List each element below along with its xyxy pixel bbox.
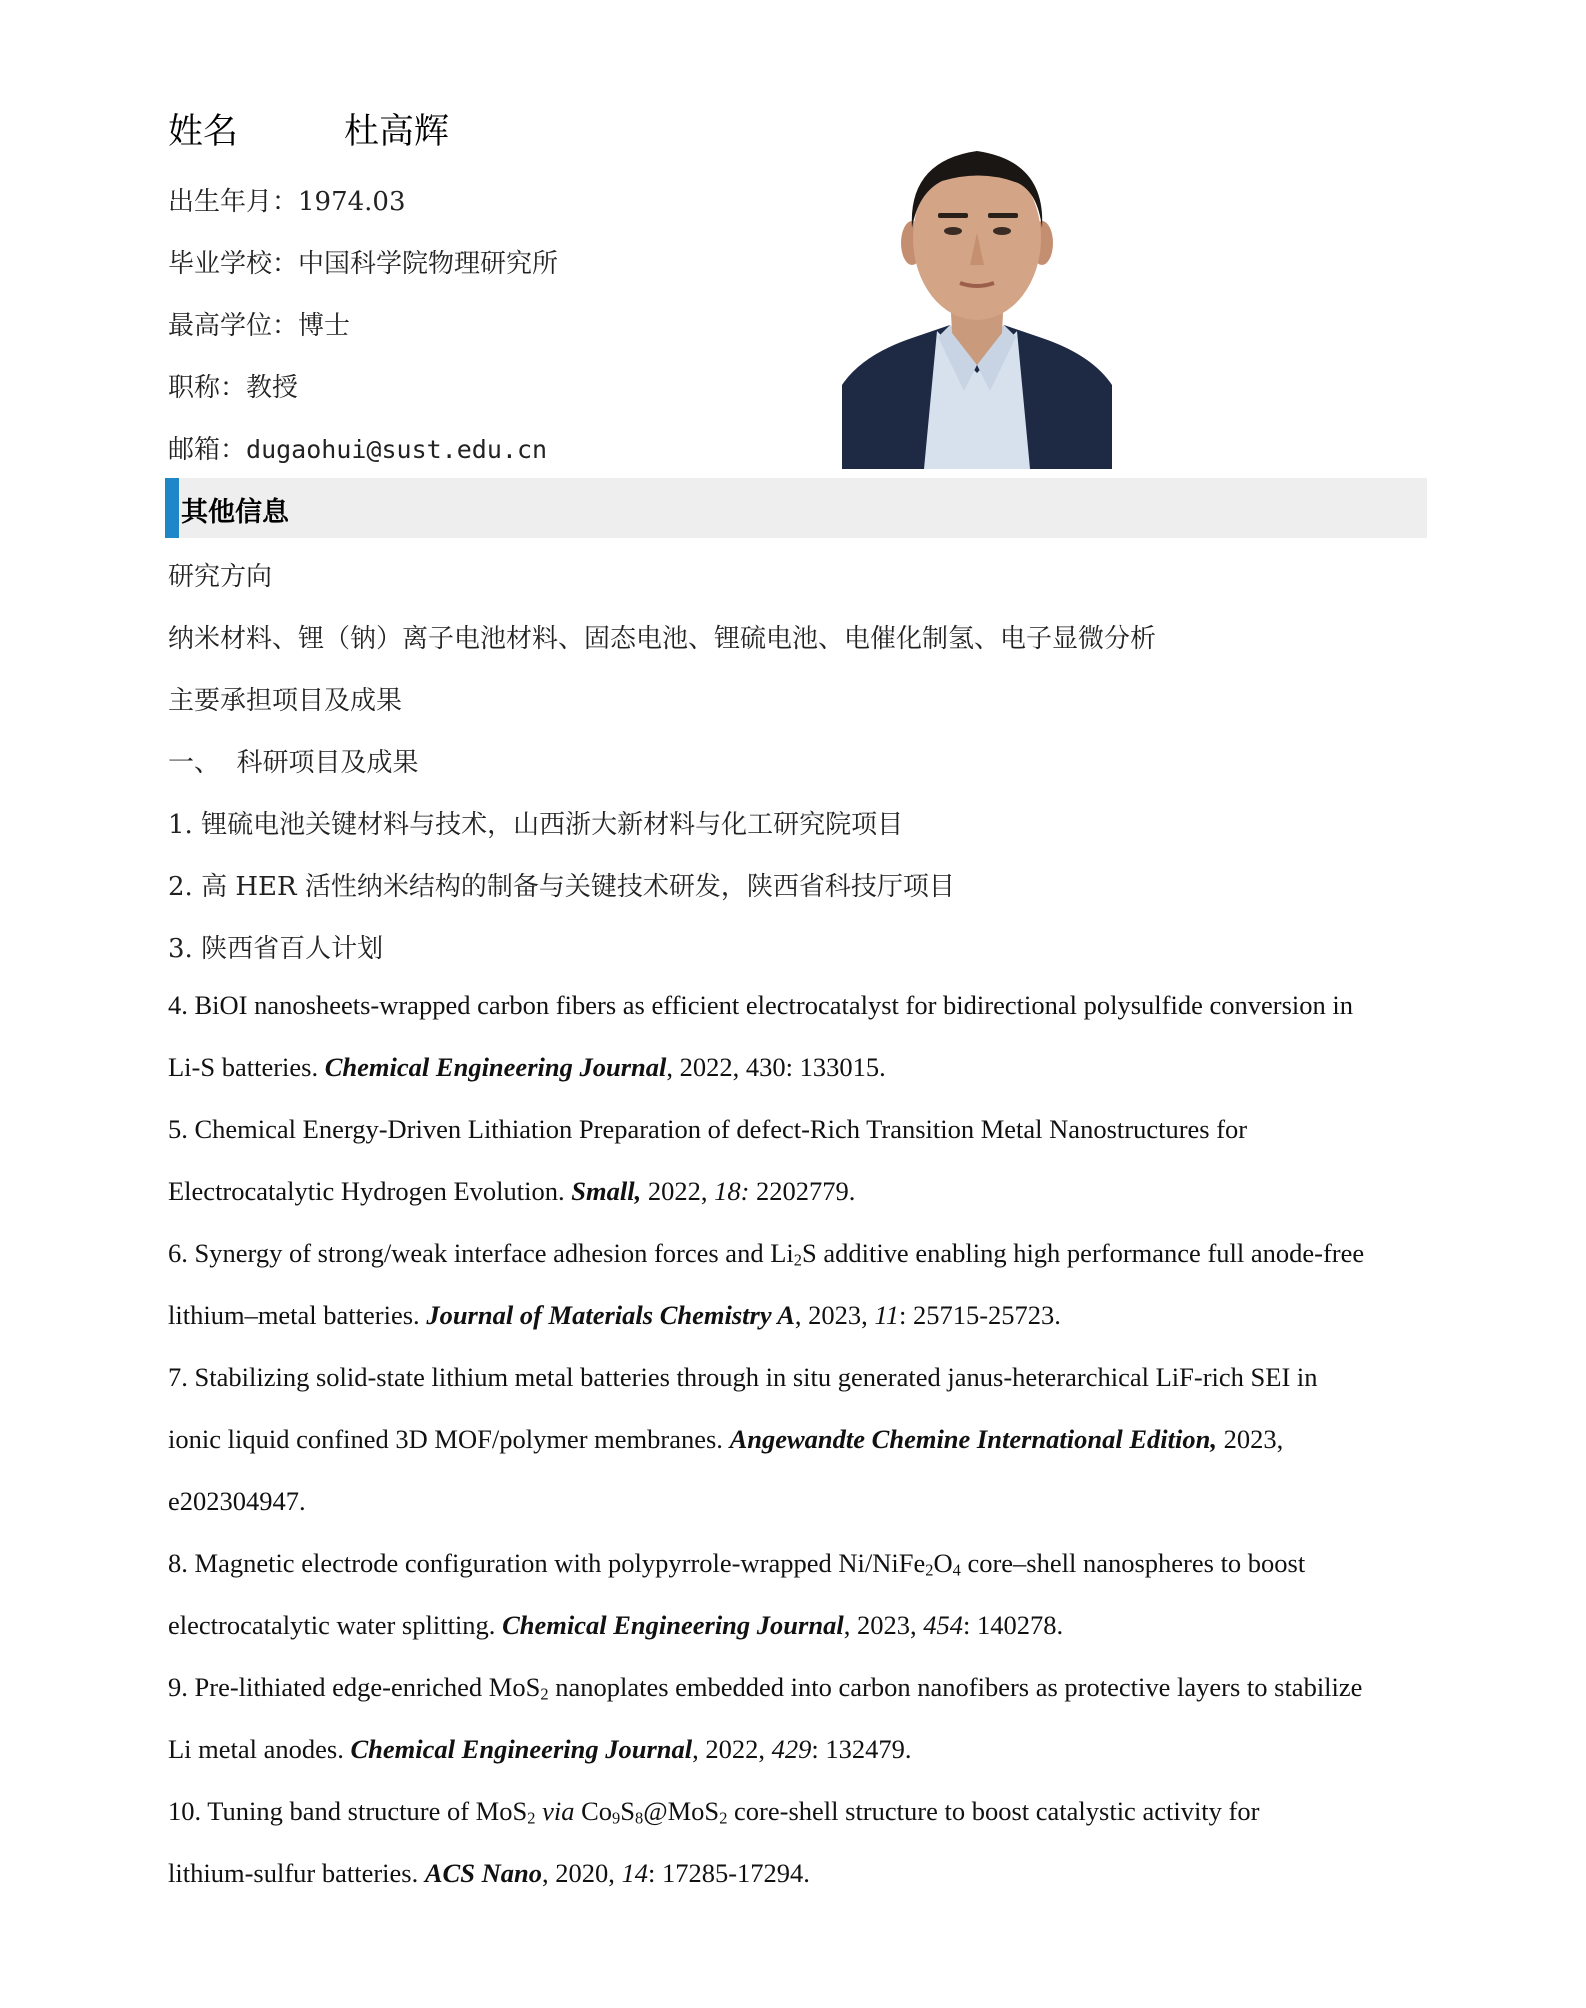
research-heading: 研究方向 [168,562,273,592]
project-item-2: 2. 高 HER 活性纳米结构的制备与关键技术研发，陕西省科技厅项目 [168,872,955,902]
project-item-1: 1. 锂硫电池关键材料与技术，山西浙大新材料与化工研究院项目 [168,810,904,840]
paper-9-line-2: Li metal anodes. Chemical Engineering Journal, 2022, 429: 132479. [168,1734,912,1764]
professional-title: 职称：教授 [168,373,299,403]
highest-degree: 最高学位：博士 [168,311,351,341]
paper-10-line-1: 10. Tuning band structure of MoS$_2$ via $Co_9S_8@MoS_2$ core-shell structure to boost catalystic activity for [168,1796,1260,1828]
graduate-school: 毕业学校：中国科学院物理研究所 [168,249,559,279]
paper-8-line-2: electrocatalytic water splitting. Chemical Engineering Journal, 2023, 454: 140278. [168,1610,1064,1640]
paper-5-line-1: 5. Chemical Energy-Driven Lithiation Preparation of defect-Rich Transition Metal Nanostructures for [168,1114,1248,1144]
section-title: 其他信息 [181,497,289,528]
paper-4-line-2: Li-S batteries. Chemical Engineering Journal, 2022, 430: 133015. [168,1052,886,1082]
section-header-other-info [165,478,1427,538]
project-item-3: 3. 陕西省百人计划 [168,934,384,964]
paper-8-journal: Chemical Engineering Journal [502,1610,844,1640]
paper-6-line-1: 6. Synergy of strong/weak interface adhesion forces and $Li_2S$ additive enabling high performance full anode-free [168,1238,1365,1270]
name-label: 姓名 [168,112,239,152]
research-content: 纳米材料、锂（钠）离子电池材料、固态电池、锂硫电池、电催化制氢、电子显微分析 [168,624,1157,654]
paper-7-journal: Angewandte Chemine International Edition, [729,1424,1217,1454]
paper-4-line-1: 4. BiOI nanosheets-wrapped carbon fibers as efficient electrocatalyst for bidirectional polysulfide conversion in [168,990,1353,1020]
paper-4-journal: Chemical Engineering Journal [324,1052,667,1082]
birth-date: 出生年月：1974.03 [168,187,406,217]
email-label: 邮箱： [168,435,247,465]
section-accent-bar [165,478,179,538]
projects-subheading: 一、 科研项目及成果 [168,748,419,778]
name-value: 杜高辉 [344,112,450,152]
paper-7-line-1: 7. Stabilizing solid-state lithium metal batteries through in situ generated janus-heterarchical LiF-rich SEI in [168,1362,1318,1392]
paper-9-line-1: 9. Pre-lithiated edge-enriched MoS$_2$ nanoplates embedded into carbon nanofibers as protective layers to stabilize [168,1672,1363,1704]
paper-8-line-1: 8. Magnetic electrode configuration with polypyrrole-wrapped $Ni/NiFe_2O_4$ core–shell nanospheres to boost [168,1548,1306,1580]
paper-6-line-2: lithium–metal batteries. Journal of Materials Chemistry A, 2023, 11: 25715-25723. [168,1300,1061,1330]
projects-heading: 主要承担项目及成果 [168,686,403,716]
paper-5-line-2: Electrocatalytic Hydrogen Evolution. Small, 2022, 18: 2202779. [168,1176,856,1206]
paper-6-journal: Journal of Materials Chemistry A [426,1300,795,1330]
paper-10-line-2: lithium-sulfur batteries. ACS Nano, 2020, 14: 17285-17294. [168,1858,810,1888]
profile-photo [842,133,1112,469]
name-row [168,104,450,154]
email-link[interactable]: dugaohui@sust.edu.cn [246,435,548,464]
paper-7-line-3: e202304947. [168,1486,306,1516]
email-row [168,429,547,466]
paper-7-line-2: ionic liquid confined 3D MOF/polymer membranes. Angewandte Chemine International Edition, 2023, [168,1424,1284,1454]
paper-5-journal: Small, [571,1176,642,1206]
paper-9-journal: Chemical Engineering Journal [350,1734,693,1764]
paper-10-journal: ACS Nano [424,1858,542,1888]
